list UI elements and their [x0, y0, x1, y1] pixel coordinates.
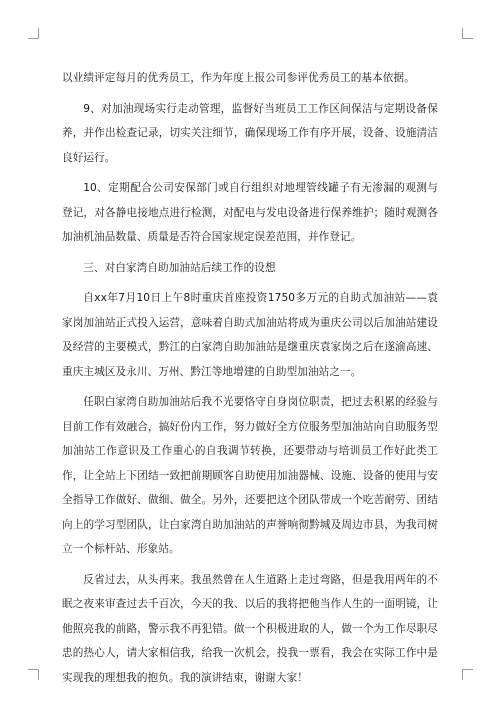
- crop-mark-top-left: [28, 28, 39, 39]
- crop-mark-top-right: [462, 28, 473, 39]
- paragraph-background: 自xx年7月10日上午8时重庆首座投资1750多万元的自助式加油站——袁家岗加油站正式投入运营，意味着自助式加油站将成为重庆公司以后加油站建设及经营的主要模式，黔江的白家湾自助加油站是继重庆袁家岗之后在遂渝高速、重庆主城区及永川、万州、黔江等地增建的自助型加油站之一。: [62, 292, 438, 378]
- paragraph-closing: 反省过去，从头再来。我虽然曾在人生道路上走过弯路，但是我用两年的不眠之夜来审查过去千百次，今天的我、以后的我将把他当作人生的一面明镜，让他照亮我的前路，警示我不再犯错。做一个积极进取的人，做一个为工作尽职尽忠的热心人，请大家相信我，给我一次机会，投我一票看，我会在实际工作中是实现我的理想我的抱负。我的演讲结束，谢谢大家！: [62, 573, 438, 684]
- paragraph-continued: 以业绩评定每月的优秀员工，作为年度上报公司参评优秀员工的基本依据。: [62, 72, 415, 84]
- document-body: [62, 66, 438, 696]
- paragraph-plan: 任职白家湾自助加油站后我不光要恪守自身岗位职责，把过去积累的经验与目前工作有效融合，搞好份内工作，努力做好全方位服务型加油站向自助服务型加油站工作意识及工作重心的自我调节转换，还要带动与培训员工作好此类工作，让全站上下团结一致把前期顾客自助使用加油器械、设施、设备的使用与安全指导工作做好、做细、做全。另外，还要把这个团队带成一个吃苦耐劳、团结向上的学习型团队，让白家湾自助加油站的声誉响彻黔城及周边市县，为我司树立一个标杆站、形象站。: [62, 396, 438, 555]
- crop-mark-bottom-right: [462, 669, 473, 680]
- section-heading: 三、对白家湾自助加油站后续工作的设想: [83, 261, 276, 274]
- paragraph-item-10: 10、定期配合公司安保部门或自行组织对地埋管线罐子有无渗漏的观测与登记，对各静电接地点进行检测，对配电与发电设备进行保养维护；随时观测各加油机油品数量、质量是否符合国家规定误差范围，并作登记。: [62, 182, 438, 243]
- paragraph-item-9: 9、对加油现场实行走动管理，监督好当班员工工作区间保洁与定期设备保养，并作出检查记录，切实关注细节，确保现场工作有序开展，设备、设施清洁良好运行。: [62, 102, 438, 164]
- crop-mark-bottom-left: [28, 669, 39, 680]
